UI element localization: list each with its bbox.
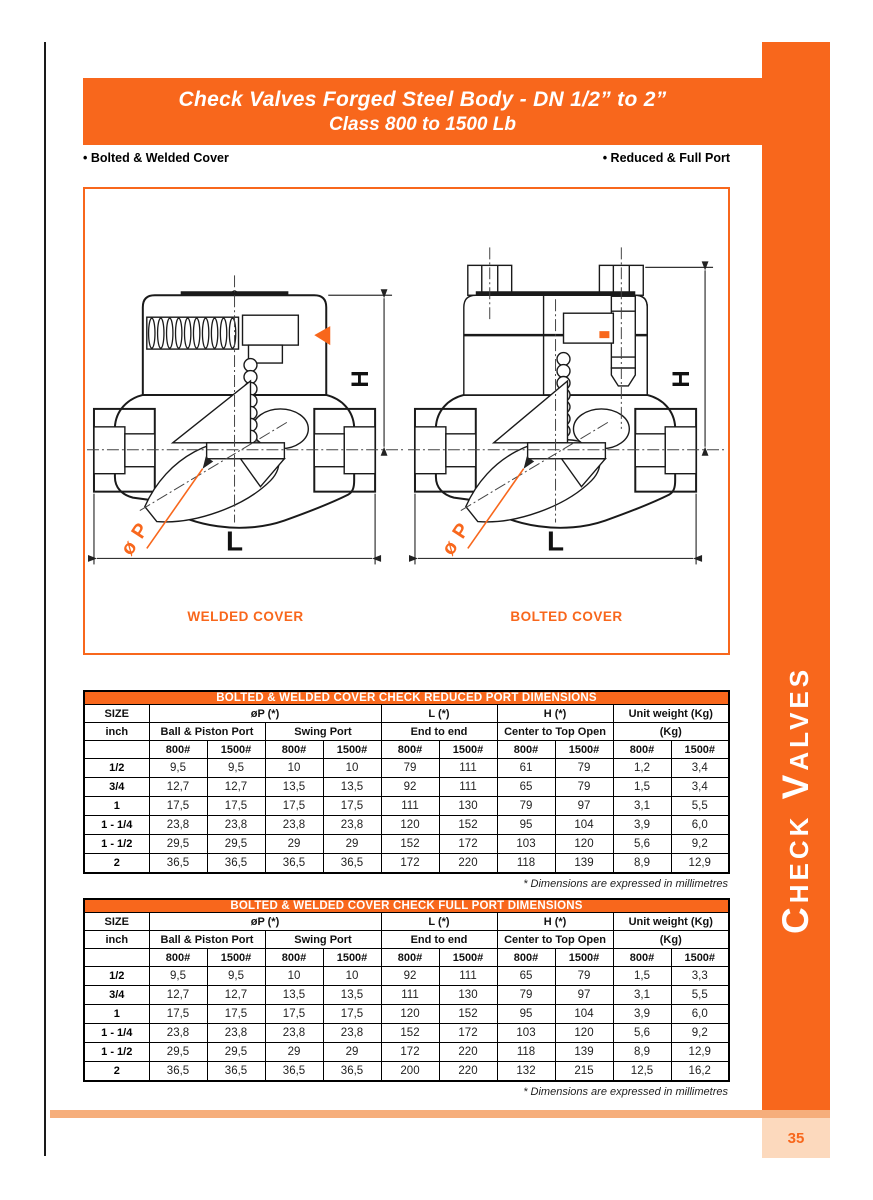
table-row xyxy=(84,854,729,874)
value-cell: 132 xyxy=(497,1062,555,1082)
table-row xyxy=(84,759,729,778)
value-cell: 10 xyxy=(265,967,323,986)
column-header: SIZE xyxy=(84,913,149,931)
value-cell: 3,4 xyxy=(671,759,729,778)
column-header: 1500# xyxy=(555,741,613,759)
value-cell: 17,5 xyxy=(323,797,381,816)
value-cell: 1,5 xyxy=(613,778,671,797)
piston-guide xyxy=(564,313,614,343)
value-cell: 29 xyxy=(265,835,323,854)
value-cell: 3,9 xyxy=(613,1005,671,1024)
table-row xyxy=(84,797,729,816)
dimension-h xyxy=(645,267,713,446)
value-cell: 118 xyxy=(497,1043,555,1062)
column-header: Unit weight (Kg) xyxy=(613,705,729,723)
value-cell: 17,5 xyxy=(207,797,265,816)
table-row xyxy=(84,778,729,797)
value-cell: 220 xyxy=(439,1043,497,1062)
column-header: øP (*) xyxy=(149,705,381,723)
value-cell: 97 xyxy=(555,797,613,816)
value-cell: 36,5 xyxy=(149,854,207,874)
value-cell: 9,5 xyxy=(207,967,265,986)
column-header: 800# xyxy=(265,741,323,759)
value-cell: 152 xyxy=(439,1005,497,1024)
full-port-table xyxy=(83,898,730,1082)
value-cell: 79 xyxy=(555,778,613,797)
value-cell: 13,5 xyxy=(265,986,323,1005)
value-cell: 3,9 xyxy=(613,816,671,835)
sidebar-tab xyxy=(762,42,830,1110)
column-header: End to end xyxy=(381,723,497,741)
valve-drawings-box xyxy=(83,187,730,655)
value-cell: 23,8 xyxy=(265,816,323,835)
value-cell: 29,5 xyxy=(207,835,265,854)
bolted-cover-valve-drawing xyxy=(406,189,727,569)
value-cell: 6,0 xyxy=(671,1005,729,1024)
value-cell: 3,4 xyxy=(671,778,729,797)
column-header: End to end xyxy=(381,931,497,949)
column-header xyxy=(84,741,149,759)
welded-cover-figure xyxy=(85,189,406,653)
value-cell: 5,5 xyxy=(671,797,729,816)
seat-ring xyxy=(528,443,606,459)
column-header: Center to Top Open xyxy=(497,931,613,949)
value-cell: 9,2 xyxy=(671,1024,729,1043)
value-cell: 36,5 xyxy=(265,854,323,874)
page-title-banner xyxy=(83,78,762,145)
value-cell: 8,9 xyxy=(613,854,671,874)
size-cell: 1 xyxy=(84,1005,149,1024)
value-cell: 9,5 xyxy=(149,759,207,778)
value-cell: 10 xyxy=(265,759,323,778)
value-cell: 29,5 xyxy=(149,835,207,854)
column-header: (Kg) xyxy=(613,931,729,949)
table-header-row xyxy=(84,931,729,949)
size-cell: 1 - 1/4 xyxy=(84,1024,149,1043)
column-header: 800# xyxy=(497,741,555,759)
column-header: 800# xyxy=(381,949,439,967)
size-cell: 3/4 xyxy=(84,778,149,797)
column-header: inch xyxy=(84,931,149,949)
dim-h-label: H xyxy=(347,370,375,388)
value-cell: 152 xyxy=(439,816,497,835)
right-socket-port xyxy=(635,409,696,492)
value-cell: 130 xyxy=(439,797,497,816)
page-title-line1: Check Valves Forged Steel Body - DN 1/2” to 2” xyxy=(178,87,667,111)
size-cell: 1/2 xyxy=(84,967,149,986)
dim-l-label: L xyxy=(547,525,565,557)
value-cell: 9,5 xyxy=(149,967,207,986)
value-cell: 23,8 xyxy=(149,1024,207,1043)
value-cell: 17,5 xyxy=(149,797,207,816)
value-cell: 12,5 xyxy=(613,1062,671,1082)
value-cell: 17,5 xyxy=(207,1005,265,1024)
left-margin-rule xyxy=(44,42,46,1156)
value-cell: 111 xyxy=(381,986,439,1005)
dimension-h xyxy=(328,295,392,447)
value-cell: 104 xyxy=(555,816,613,835)
value-cell: 172 xyxy=(439,835,497,854)
column-header: 1500# xyxy=(439,949,497,967)
dim-p-label: ø P xyxy=(437,518,475,560)
footer-divider-bar xyxy=(50,1110,830,1118)
value-cell: 79 xyxy=(555,967,613,986)
value-cell: 139 xyxy=(555,1043,613,1062)
column-header: Swing Port xyxy=(265,723,381,741)
value-cell: 92 xyxy=(381,967,439,986)
value-cell: 16,2 xyxy=(671,1062,729,1082)
reduced-port-table xyxy=(83,690,730,874)
column-header: 800# xyxy=(613,949,671,967)
value-cell: 130 xyxy=(439,986,497,1005)
value-cell: 79 xyxy=(381,759,439,778)
size-cell: 1/2 xyxy=(84,759,149,778)
table-row xyxy=(84,816,729,835)
dim-h-label: H xyxy=(668,370,696,388)
value-cell: 5,6 xyxy=(613,1024,671,1043)
column-header: 1500# xyxy=(207,949,265,967)
welded-cover-valve-drawing xyxy=(85,189,406,569)
value-cell: 12,7 xyxy=(149,778,207,797)
dim-l-label: L xyxy=(226,525,244,557)
value-cell: 23,8 xyxy=(323,1024,381,1043)
value-cell: 61 xyxy=(497,759,555,778)
value-cell: 200 xyxy=(381,1062,439,1082)
column-header: 1500# xyxy=(323,741,381,759)
reduced-port-footnote: * Dimensions are expressed in millimetres xyxy=(523,878,728,890)
value-cell: 12,9 xyxy=(671,1043,729,1062)
column-header: 800# xyxy=(613,741,671,759)
column-header: Swing Port xyxy=(265,931,381,949)
value-cell: 65 xyxy=(497,967,555,986)
value-cell: 36,5 xyxy=(323,854,381,874)
value-cell: 17,5 xyxy=(149,1005,207,1024)
bullet-reduced-full-port: • Reduced & Full Port xyxy=(602,151,730,165)
column-header: 1500# xyxy=(439,741,497,759)
column-header: (Kg) xyxy=(613,723,729,741)
column-header: Center to Top Open xyxy=(497,723,613,741)
table-title: BOLTED & WELDED COVER CHECK REDUCED PORT DIMENSIONS xyxy=(84,691,729,705)
gasket-marker xyxy=(599,331,609,338)
value-cell: 1,5 xyxy=(613,967,671,986)
stud-bolt-section xyxy=(611,296,635,386)
value-cell: 111 xyxy=(439,778,497,797)
value-cell: 103 xyxy=(497,835,555,854)
value-cell: 23,8 xyxy=(207,816,265,835)
column-header: 1500# xyxy=(671,949,729,967)
value-cell: 79 xyxy=(497,797,555,816)
value-cell: 139 xyxy=(555,854,613,874)
value-cell: 8,9 xyxy=(613,1043,671,1062)
piston-cone xyxy=(173,381,251,443)
value-cell: 23,8 xyxy=(149,816,207,835)
value-cell: 10 xyxy=(323,967,381,986)
size-cell: 3/4 xyxy=(84,986,149,1005)
value-cell: 23,8 xyxy=(265,1024,323,1043)
feature-bullets xyxy=(83,151,730,165)
value-cell: 152 xyxy=(381,1024,439,1043)
value-cell: 17,5 xyxy=(265,797,323,816)
value-cell: 79 xyxy=(555,759,613,778)
size-cell: 1 xyxy=(84,797,149,816)
value-cell: 5,6 xyxy=(613,835,671,854)
value-cell: 111 xyxy=(381,797,439,816)
value-cell: 36,5 xyxy=(207,1062,265,1082)
size-cell: 2 xyxy=(84,1062,149,1082)
seat-ring xyxy=(207,443,285,459)
value-cell: 5,5 xyxy=(671,986,729,1005)
value-cell: 95 xyxy=(497,1005,555,1024)
table-header-row xyxy=(84,723,729,741)
bullet-bolted-welded-cover: • Bolted & Welded Cover xyxy=(83,151,229,165)
value-cell: 120 xyxy=(381,1005,439,1024)
table-row xyxy=(84,835,729,854)
value-cell: 13,5 xyxy=(323,986,381,1005)
table-header-row xyxy=(84,705,729,723)
table-row xyxy=(84,1043,729,1062)
column-header: L (*) xyxy=(381,913,497,931)
value-cell: 13,5 xyxy=(265,778,323,797)
welded-cover-caption: WELDED COVER xyxy=(187,609,304,624)
cover-marker-triangle xyxy=(314,326,330,345)
column-header: L (*) xyxy=(381,705,497,723)
column-header: 800# xyxy=(265,949,323,967)
column-header: SIZE xyxy=(84,705,149,723)
value-cell: 120 xyxy=(555,1024,613,1043)
piston-guide xyxy=(243,315,299,345)
value-cell: 65 xyxy=(497,778,555,797)
value-cell: 23,8 xyxy=(323,816,381,835)
dim-p-label: ø P xyxy=(116,518,154,560)
table-header-row xyxy=(84,913,729,931)
column-header: 800# xyxy=(497,949,555,967)
table-title: BOLTED & WELDED COVER CHECK FULL PORT DIMENSIONS xyxy=(84,899,729,913)
column-header: Ball & Piston Port xyxy=(149,723,265,741)
table-row xyxy=(84,1005,729,1024)
column-header: 1500# xyxy=(671,741,729,759)
value-cell: 111 xyxy=(439,967,497,986)
value-cell: 29 xyxy=(323,1043,381,1062)
right-socket-port xyxy=(314,409,375,492)
column-header xyxy=(84,949,149,967)
value-cell: 9,5 xyxy=(207,759,265,778)
value-cell: 220 xyxy=(439,1062,497,1082)
table-header-row xyxy=(84,741,729,759)
value-cell: 103 xyxy=(497,1024,555,1043)
table-row xyxy=(84,967,729,986)
value-cell: 9,2 xyxy=(671,835,729,854)
bolted-cover-figure xyxy=(406,189,727,653)
value-cell: 172 xyxy=(381,1043,439,1062)
page-number: 35 xyxy=(787,1129,805,1147)
column-header: 1500# xyxy=(207,741,265,759)
full-port-table-section xyxy=(83,898,730,1098)
value-cell: 10 xyxy=(323,759,381,778)
value-cell: 220 xyxy=(439,854,497,874)
value-cell: 13,5 xyxy=(323,778,381,797)
value-cell: 23,8 xyxy=(207,1024,265,1043)
sidebar-vertical-label: Check Valves xyxy=(775,665,816,935)
column-header: inch xyxy=(84,723,149,741)
reduced-port-table-section xyxy=(83,690,730,890)
value-cell: 36,5 xyxy=(149,1062,207,1082)
column-header: 1500# xyxy=(555,949,613,967)
value-cell: 3,1 xyxy=(613,797,671,816)
size-cell: 1 - 1/2 xyxy=(84,1043,149,1062)
value-cell: 6,0 xyxy=(671,816,729,835)
column-header: øP (*) xyxy=(149,913,381,931)
value-cell: 36,5 xyxy=(207,854,265,874)
value-cell: 3,1 xyxy=(613,986,671,1005)
column-header: 1500# xyxy=(323,949,381,967)
table-row xyxy=(84,1024,729,1043)
size-cell: 1 - 1/2 xyxy=(84,835,149,854)
column-header: 800# xyxy=(149,741,207,759)
value-cell: 118 xyxy=(497,854,555,874)
column-header: H (*) xyxy=(497,705,613,723)
column-header: Ball & Piston Port xyxy=(149,931,265,949)
column-header: 800# xyxy=(149,949,207,967)
value-cell: 152 xyxy=(381,835,439,854)
value-cell: 172 xyxy=(381,854,439,874)
value-cell: 17,5 xyxy=(323,1005,381,1024)
value-cell: 104 xyxy=(555,1005,613,1024)
value-cell: 1,2 xyxy=(613,759,671,778)
table-row xyxy=(84,986,729,1005)
full-port-footnote: * Dimensions are expressed in millimetres xyxy=(523,1086,728,1098)
value-cell: 12,7 xyxy=(207,778,265,797)
column-header: 800# xyxy=(381,741,439,759)
page-title-line2: Class 800 to 1500 Lb xyxy=(329,113,516,135)
value-cell: 36,5 xyxy=(323,1062,381,1082)
value-cell: 79 xyxy=(497,986,555,1005)
value-cell: 12,7 xyxy=(207,986,265,1005)
value-cell: 120 xyxy=(381,816,439,835)
value-cell: 95 xyxy=(497,816,555,835)
table-row xyxy=(84,1062,729,1082)
value-cell: 215 xyxy=(555,1062,613,1082)
value-cell: 111 xyxy=(439,759,497,778)
value-cell: 120 xyxy=(555,835,613,854)
value-cell: 12,7 xyxy=(149,986,207,1005)
spring-cavity xyxy=(147,317,239,349)
value-cell: 29,5 xyxy=(207,1043,265,1062)
size-cell: 1 - 1/4 xyxy=(84,816,149,835)
size-cell: 2 xyxy=(84,854,149,874)
value-cell: 29 xyxy=(265,1043,323,1062)
value-cell: 12,9 xyxy=(671,854,729,874)
value-cell: 3,3 xyxy=(671,967,729,986)
value-cell: 29 xyxy=(323,835,381,854)
bolted-cover-caption: BOLTED COVER xyxy=(510,609,623,624)
column-header: H (*) xyxy=(497,913,613,931)
table-header-row xyxy=(84,949,729,967)
value-cell: 172 xyxy=(439,1024,497,1043)
value-cell: 36,5 xyxy=(265,1062,323,1082)
column-header: Unit weight (Kg) xyxy=(613,913,729,931)
value-cell: 17,5 xyxy=(265,1005,323,1024)
value-cell: 97 xyxy=(555,986,613,1005)
page-number-box xyxy=(762,1118,830,1158)
value-cell: 92 xyxy=(381,778,439,797)
value-cell: 29,5 xyxy=(149,1043,207,1062)
